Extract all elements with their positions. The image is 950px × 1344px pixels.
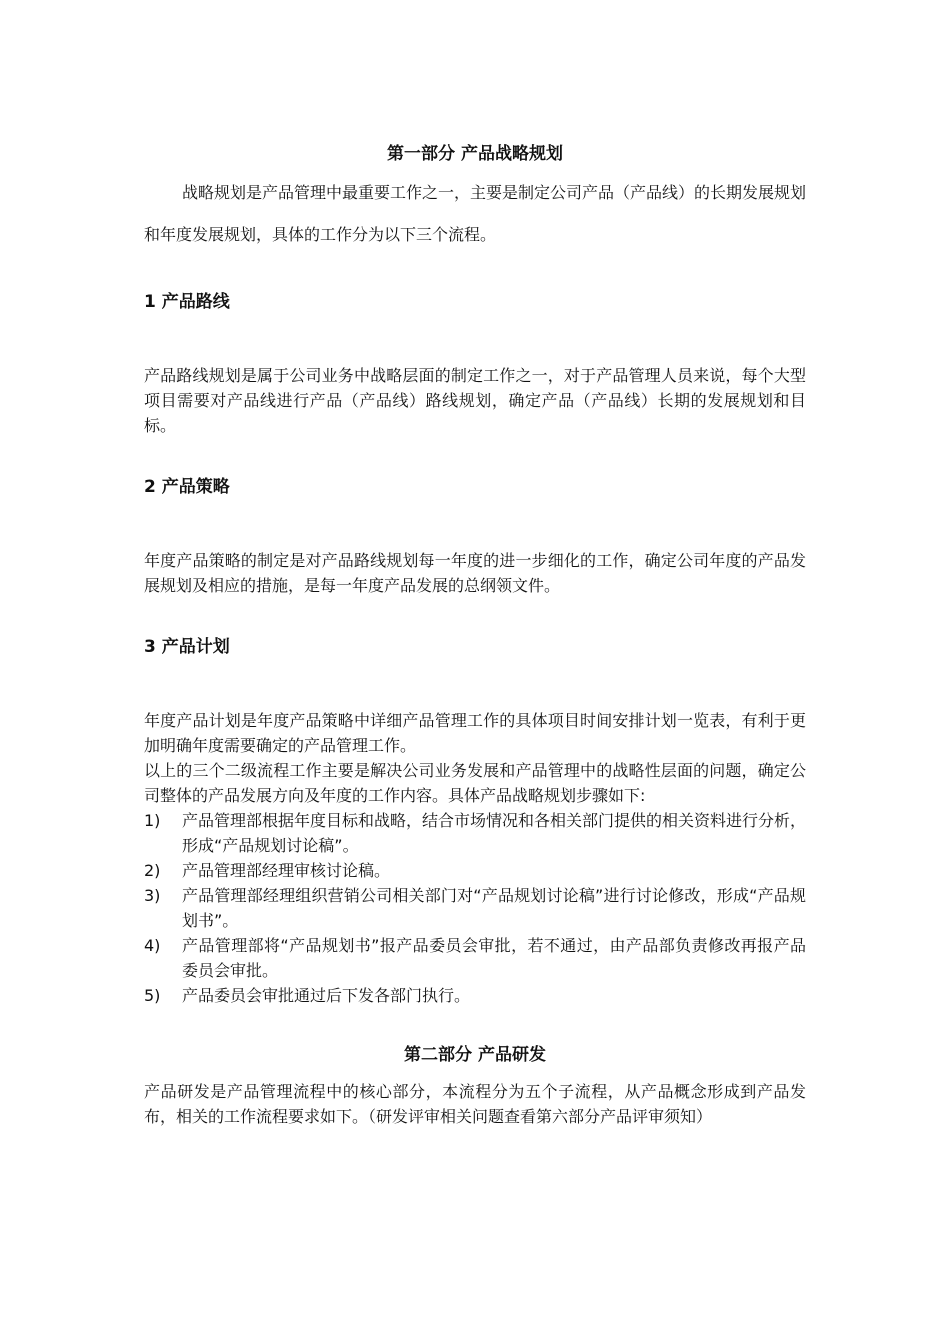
- list-item: [144, 883, 806, 933]
- section-body-strategy: 年度产品策略的制定是对产品路线规划每一年度的进一步细化的工作，确定公司年度的产品发展规划及相应的措施，是每一年度产品发展的总纲领文件。: [144, 551, 806, 595]
- step-text: 产品管理部根据年度目标和战略，结合市场情况和各相关部门提供的相关资料进行分析，形成“产品规划讨论稿”。: [182, 811, 807, 855]
- step-text: 产品管理部经理审核讨论稿。: [182, 861, 391, 880]
- part1-title: 第一部分 产品战略规划: [387, 144, 563, 164]
- step-number: 1): [144, 811, 161, 830]
- list-item: [144, 983, 806, 1008]
- step-text: 产品管理部将“产品规划书”报产品委员会审批，若不通过，由产品部负责修改再报产品委员会审批。: [182, 936, 806, 980]
- list-item: [144, 808, 806, 858]
- step-number: 3): [144, 886, 161, 905]
- list-item: [144, 858, 806, 883]
- list-item: [144, 933, 806, 983]
- step-number: 4): [144, 936, 161, 955]
- section-heading-strategy: 2 产品策略: [144, 477, 230, 497]
- step-number: 5): [144, 986, 161, 1005]
- section-heading-route: 1 产品路线: [144, 292, 230, 312]
- part1-intro: 战略规划是产品管理中最重要工作之一，主要是制定公司产品（产品线）的长期发展规划和年度发展规划，具体的工作分为以下三个流程。: [144, 183, 807, 244]
- section-heading-plan: 3 产品计划: [144, 637, 230, 657]
- strategy-steps-list: [144, 808, 806, 1008]
- part2-title: 第二部分 产品研发: [404, 1045, 546, 1065]
- section-body-plan-summary: 以上的三个二级流程工作主要是解决公司业务发展和产品管理中的战略性层面的问题，确定公司整体的产品发展方向及年度的工作内容。具体产品战略规划步骤如下:: [144, 761, 806, 805]
- part2-body: 产品研发是产品管理流程中的核心部分，本流程分为五个子流程，从产品概念形成到产品发布，相关的工作流程要求如下。（研发评审相关问题查看第六部分产品评审须知）: [144, 1082, 806, 1126]
- step-text: 产品委员会审批通过后下发各部门执行。: [182, 986, 471, 1005]
- step-text: 产品管理部经理组织营销公司相关部门对“产品规划讨论稿”进行讨论修改，形成“产品规划书”。: [182, 886, 806, 930]
- step-number: 2): [144, 861, 161, 880]
- section-body-plan: 年度产品计划是年度产品策略中详细产品管理工作的具体项目时间安排计划一览表，有利于更加明确年度需要确定的产品管理工作。: [144, 711, 806, 755]
- section-body-route: 产品路线规划是属于公司业务中战略层面的制定工作之一，对于产品管理人员来说，每个大型项目需要对产品线进行产品（产品线）路线规划，确定产品（产品线）长期的发展规划和目标。: [144, 366, 806, 435]
